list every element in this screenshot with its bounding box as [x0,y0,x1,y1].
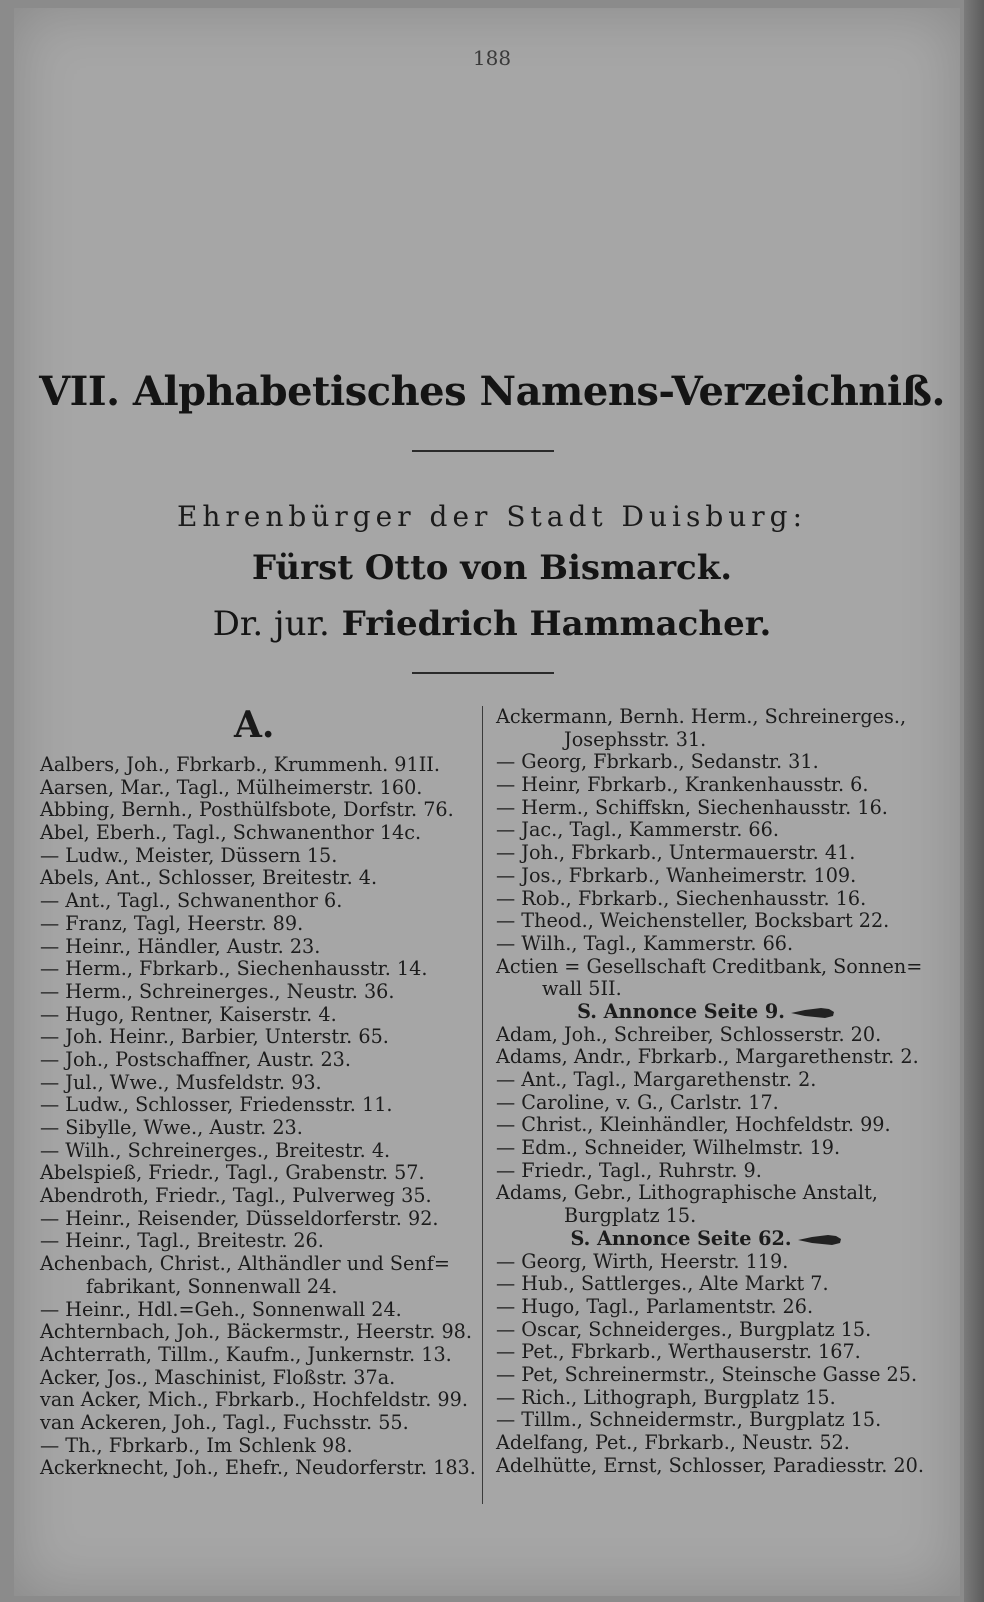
entry-text: Abbing, Bernh., Posthülfsbote, Dorfstr. 76. [40,798,454,822]
directory-entry [496,729,916,752]
entry-text: — Jos., Fbrkarb., Wanheimerstr. 109. [496,863,857,887]
entry-text: — Jac., Tagl., Kammerstr. 66. [496,818,779,842]
annonce-note [496,1228,916,1251]
directory-entry [496,865,916,888]
directory-entry [496,1114,916,1137]
directory-entry [496,954,923,979]
divider-bottom [412,672,554,674]
chapter-title: VII. Alphabetisches Namens-Verzeichniß. [39,368,945,415]
entry-text: — Wilh., Tagl., Kammerstr. 66. [496,931,794,955]
directory-entry [496,774,916,797]
entry-text: Adelfang, Pet., Fbrkarb., Neustr. 52. [496,1431,850,1454]
directory-entry [40,1389,470,1412]
entry-text: Adams, Andr., Fbrkarb., Margarethenstr. 2. [496,1045,919,1069]
directory-entry [496,933,916,956]
entry-text: — Joh., Fbrkarb., Untermauerstr. 41. [496,841,856,865]
entry-text: — Heinr., Reisender, Düsseldorferstr. 92. [40,1206,439,1230]
directory-entry [40,845,470,868]
entry-text: — Christ., Kleinhändler, Hochfeldstr. 99. [496,1113,891,1137]
directory-entry [40,799,470,822]
directory-entry [496,1273,916,1296]
entry-text: — Rob., Fbrkarb., Siechenhausstr. 16. [496,886,867,910]
entry-text: — Oscar, Schneiderges., Burgplatz 15. [496,1317,872,1341]
entry-text: Adams, Gebr., Lithographische Anstalt, [496,1181,878,1205]
directory-entry [496,1319,916,1342]
entry-text: — Franz, Tagl, Heerstr. 89. [40,911,304,935]
entry-text: — Ludw., Meister, Düssern 15. [40,843,338,867]
directory-entry [496,706,916,729]
directory-entry [496,1453,924,1478]
directory-entry [40,1412,470,1435]
entry-text: — Heinr, Fbrkarb., Krankenhausstr. 6. [496,773,869,797]
entry-text: Achternbach, Joh., Bäckermstr., Heerstr. 98. [40,1320,472,1344]
entry-text: Abendroth, Friedr., Tagl., Pulverweg 35. [40,1184,432,1208]
left-column [40,753,476,1480]
directory-entry [40,936,470,959]
right-column [496,705,924,1477]
honoree-bismarck: Fürst Otto von Bismarck. [251,548,733,588]
entry-text: — Friedr., Tagl., Ruhrstr. 9. [496,1158,762,1182]
entry-text: — Caroline, v. G., Carlstr. 17. [496,1090,779,1114]
entry-text: — Ant., Tagl., Schwanenthor 6. [40,889,343,913]
directory-entry [40,1049,470,1072]
directory-entry [496,1409,916,1432]
divider-top [412,450,554,452]
entry-text: — Jul., Wwe., Musfeldstr. 93. [40,1070,322,1094]
pointing-hand-icon [798,1234,842,1246]
directory-entry [496,1137,916,1160]
directory-entry [40,754,470,777]
directory-entry [40,1072,470,1095]
entry-text: S. Annonce Seite 9. [577,999,785,1023]
directory-entry [40,913,470,936]
column-divider [482,706,483,1504]
directory-entry [40,1117,470,1140]
directory-entry [496,797,916,820]
entry-text: — Herm., Schreinerges., Neustr. 36. [40,979,395,1003]
entry-text: Achenbach, Christ., Althändler und Senf= [40,1252,450,1276]
directory-entry [40,1094,470,1117]
entry-text: — Sibylle, Wwe., Austr. 23. [40,1116,303,1139]
entry-text: Adelhütte, Ernst, Schlosser, Paradiesstr. 20. [496,1453,924,1477]
entry-text: Burgplatz 15. [564,1204,697,1228]
entry-text: — Hub., Sattlerges., Alte Markt 7. [496,1272,829,1296]
directory-entry [40,1162,470,1185]
directory-entry [40,1344,470,1367]
entry-text: — Pet., Fbrkarb., Werthauserstr. 167. [496,1340,861,1364]
entry-text: — Wilh., Schreinerges., Breitestr. 4. [40,1138,391,1162]
entry-text: — Georg, Wirth, Heerstr. 119. [496,1249,789,1273]
directory-entry [496,1024,916,1047]
entry-text: Aarsen, Mar., Tagl., Mülheimerstr. 160. [40,775,423,799]
directory-entry [40,1299,470,1322]
directory-entry [496,1182,916,1205]
directory-entry [496,1341,916,1364]
entry-text: — Joh., Postschaffner, Austr. 23. [40,1047,351,1071]
entry-text: — Th., Fbrkarb., Im Schlenk 98. [40,1433,353,1457]
directory-entry [496,888,916,911]
directory-entry [496,1364,916,1387]
entry-text: — Ludw., Schlosser, Friedensstr. 11. [40,1093,393,1117]
entry-text: — Tillm., Schneidermstr., Burgplatz 15. [496,1408,882,1432]
entry-text: Josephsstr. 31. [564,727,707,751]
entry-text: wall 5II. [542,977,622,1001]
page-edge [964,0,984,1602]
directory-entry [40,1185,470,1208]
entry-text: Abels, Ant., Schlosser, Breitestr. 4. [40,866,378,890]
annonce-note [496,1001,916,1024]
entry-text: — Hugo, Tagl., Parlamentstr. 26. [496,1294,814,1318]
directory-entry [40,1253,470,1276]
directory-entry [496,1296,916,1319]
entry-text: van Ackeren, Joh., Tagl., Fuchsstr. 55. [40,1410,409,1434]
entry-text: — Georg, Fbrkarb., Sedanstr. 31. [496,750,819,774]
entry-text: — Joh. Heinr., Barbier, Unterstr. 65. [40,1025,389,1049]
honoree-prefix: Dr. jur. [212,604,330,644]
entry-text: — Heinr., Händler, Austr. 23. [40,934,321,958]
entry-text: — Ant., Tagl., Margarethenstr. 2. [496,1068,817,1091]
honoree-name: Friedrich Hammacher. [341,604,772,644]
directory-entry [40,1230,470,1253]
pointing-hand-icon [791,1007,835,1019]
entry-text: — Herm., Fbrkarb., Siechenhausstr. 14. [40,957,428,981]
directory-entry [496,910,916,933]
page-number: 188 [472,46,512,70]
directory-entry [40,890,470,913]
directory-entry [40,777,470,800]
honoree-hammacher [0,604,984,644]
directory-entry [496,751,916,774]
entry-text: — Pet, Schreinermstr., Steinsche Gasse 25. [496,1362,918,1386]
directory-entry [40,1435,470,1458]
directory-entry [496,1160,916,1183]
directory-entry [496,1092,916,1115]
entry-text: fabrikant, Sonnenwall 24. [86,1274,338,1298]
entry-text: Abel, Eberh., Tagl., Schwanenthor 14c. [40,821,422,845]
directory-entry [40,1367,470,1390]
directory-entry [496,1387,916,1410]
entry-text: — Theod., Weichensteller, Bocksbart 22. [496,909,890,933]
directory-entry [496,1045,919,1069]
entry-text: Ackerknecht, Joh., Ehefr., Neudorferstr. 183. [40,1456,476,1480]
directory-entry [496,819,916,842]
directory-entry [40,1456,476,1480]
directory-entry [40,822,470,845]
directory-entry [496,1069,916,1092]
directory-entry [40,1004,470,1027]
entry-text: — Heinr., Tagl., Breitestr. 26. [40,1229,324,1253]
directory-entry [40,1140,470,1163]
entry-text: Aalbers, Joh., Fbrkarb., Krummenh. 91II. [40,753,440,776]
directory-entry [40,1208,470,1231]
entry-text: Acker, Jos., Maschinist, Floßstr. 37a. [40,1365,396,1389]
entry-text: Achterrath, Tillm., Kaufm., Junkernstr. 13. [40,1342,452,1366]
directory-entry [40,981,470,1004]
section-letter: A. [234,704,275,746]
entry-text: — Rich., Lithograph, Burgplatz 15. [496,1385,836,1409]
directory-entry [496,842,916,865]
entry-text: — Herm., Schiffskn, Siechenhausstr. 16. [496,795,888,819]
entry-text: — Hugo, Rentner, Kaiserstr. 4. [40,1002,337,1026]
directory-entry [40,867,470,890]
directory-entry [40,1276,470,1299]
directory-entry [496,1205,916,1228]
directory-entry [40,958,470,981]
entry-text: Actien = Gesellschaft Creditbank, Sonnen= [496,954,923,978]
directory-entry [40,1026,470,1049]
entry-text: Ackermann, Bernh. Herm., Schreinerges., [496,705,907,728]
directory-entry [40,1321,470,1344]
entry-text: S. Annonce Seite 62. [570,1226,792,1250]
entry-text: Adam, Joh., Schreiber, Schlosserstr. 20. [496,1022,882,1046]
entry-text: van Acker, Mich., Fbrkarb., Hochfeldstr. 99. [40,1388,468,1412]
directory-entry [496,1251,916,1274]
entry-text: — Edm., Schneider, Wilhelmstr. 19. [496,1136,841,1160]
directory-entry [496,978,916,1001]
entry-text: Abelspieß, Friedr., Tagl., Grabenstr. 57. [40,1161,425,1185]
entry-text: — Heinr., Hdl.=Geh., Sonnenwall 24. [40,1297,402,1321]
directory-entry [496,1432,916,1455]
honor-heading: Ehrenbürger der Stadt Duisburg: [176,500,808,533]
